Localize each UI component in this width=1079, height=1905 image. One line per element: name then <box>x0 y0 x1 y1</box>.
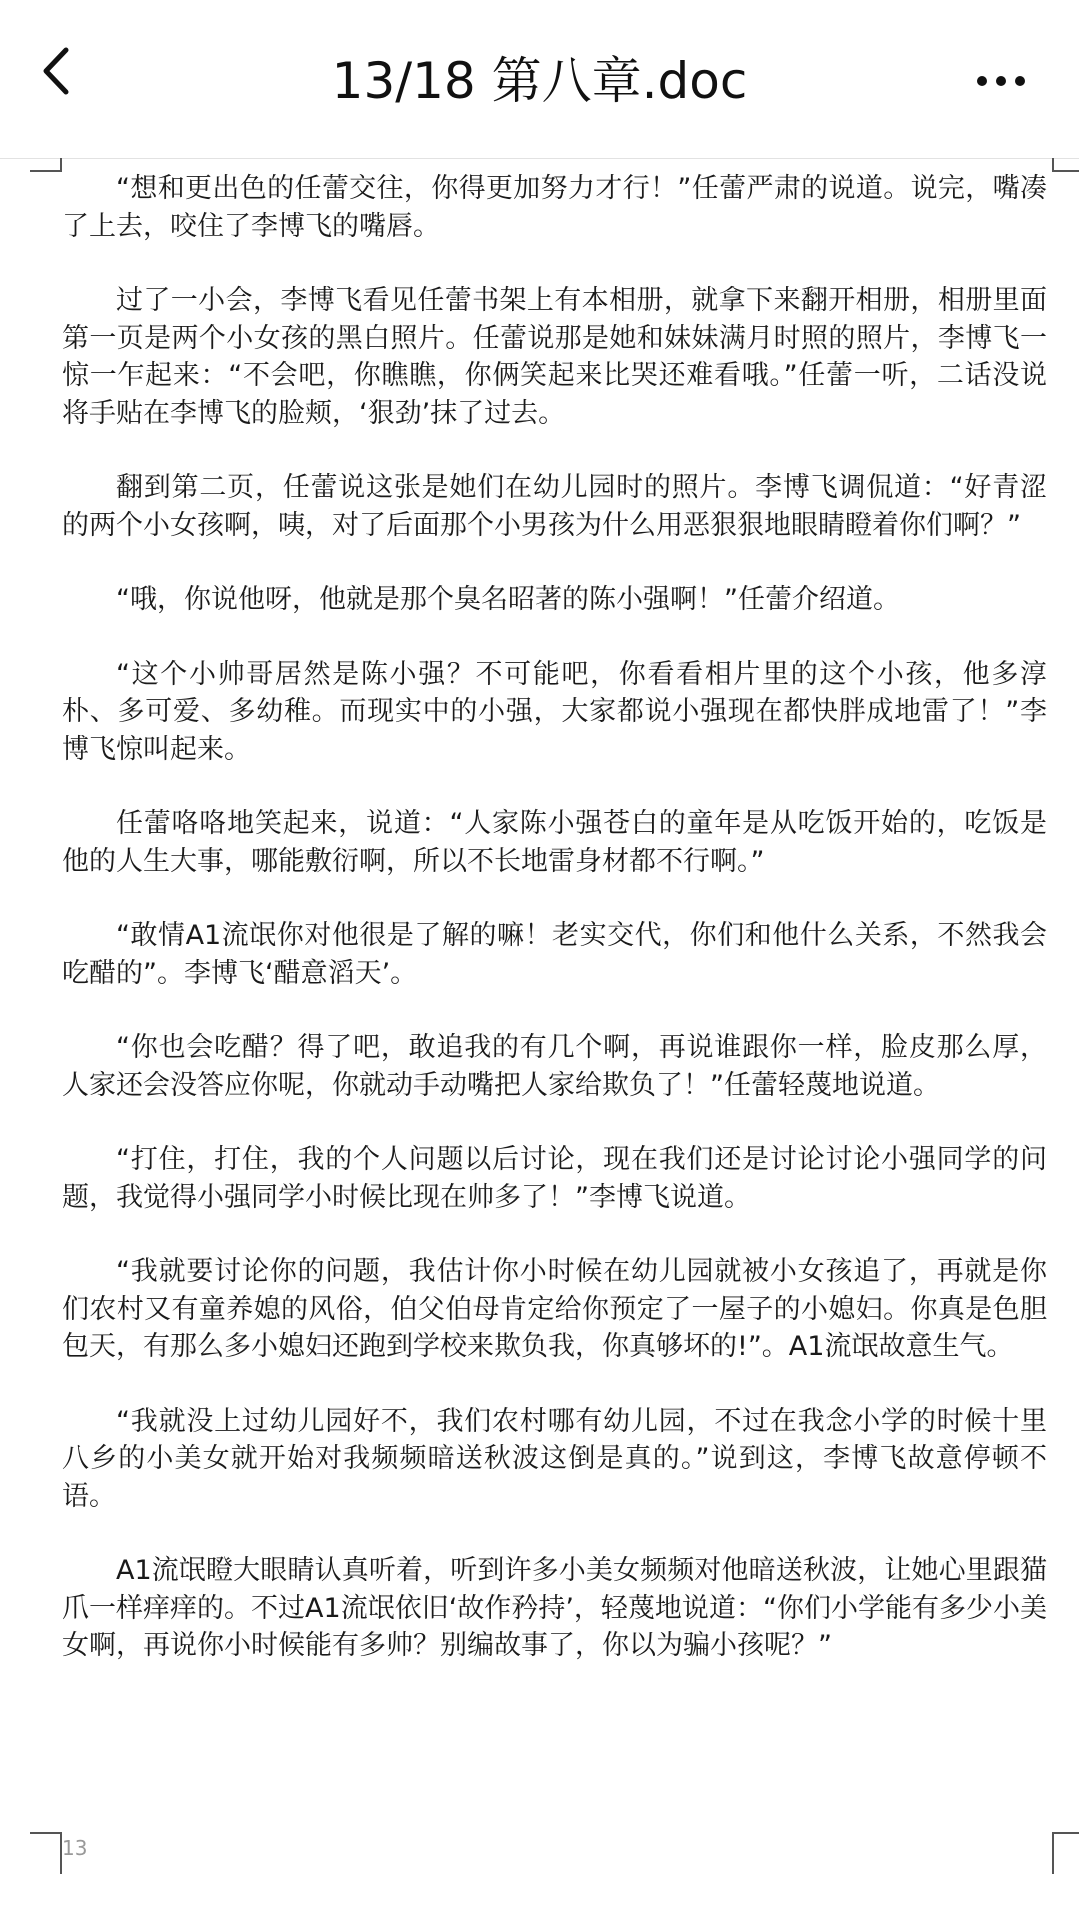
document-title: 13/18 第八章.doc <box>331 52 748 110</box>
paragraph: “我就没上过幼儿园好不，我们农村哪有幼儿园，不过在我念小学的时候十里八乡的小美女就开始对我频频暗送秋波这倒是真的。”说到这，李博飞故意停顿不语。 <box>62 1405 1047 1512</box>
page-corner-top-right <box>1052 158 1079 172</box>
more-options-button[interactable] <box>976 66 1046 96</box>
page-corner-bottom-right <box>1052 1832 1079 1874</box>
page-corner-top-left <box>30 158 62 172</box>
paragraph: A1流氓瞪大眼睛认真听着，听到许多小美女频频对他暗送秋波，让她心里跟猫爪一样痒痒的。不过A1流氓依旧‘故作矜持’，轻蔑地说道：“你们小学能有多少小美女啊，再说你小时候能有多帅？别编故事了，你以为骗小孩呢？” <box>62 1555 1047 1661</box>
top-bar <box>0 0 1079 159</box>
paragraph: 任蕾咯咯地笑起来，说道：“人家陈小强苍白的童年是从吃饭开始的，吃饭是他的人生大事，哪能敷衍啊，所以不长地雷身材都不行啊。” <box>62 808 1047 877</box>
paragraph: 过了一小会，李博飞看见任蕾书架上有本相册，就拿下来翻开相册，相册里面第一页是两个小女孩的黑白照片。任蕾说那是她和妹妹满月时照的照片，李博飞一惊一乍起来：“不会吧，你瞧瞧，你俩笑起来比哭还难看哦。”任蕾一听，二话没说将手贴在李博飞的脸颊，‘狠劲’抹了过去。 <box>62 285 1047 429</box>
chevron-left-icon <box>40 46 100 116</box>
ellipsis-icon <box>976 66 1046 96</box>
paragraph: “想和更出色的任蕾交往，你得更加努力才行！”任蕾严肃的说道。说完，嘴凑了上去，咬住了李博飞的嘴唇。 <box>62 173 1047 242</box>
back-button[interactable] <box>40 46 100 116</box>
paragraph: “我就要讨论你的问题，我估计你小时候在幼儿园就被小女孩追了，再就是你们农村又有童养媳的风俗，伯父伯母肯定给你预定了一屋子的小媳妇。你真是色胆包天，有那么多小媳妇还跑到学校来欺负我，你真够坏的!”。A1流氓故意生气。 <box>62 1256 1047 1362</box>
paragraph: “打住，打住，我的个人问题以后讨论，现在我们还是讨论讨论小强同学的问题，我觉得小强同学小时候比现在帅多了！”李博飞说道。 <box>62 1144 1047 1213</box>
paragraph: 翻到第二页，任蕾说这张是她们在幼儿园时的照片。李博飞调侃道：“好青涩的两个小女孩啊，咦，对了后面那个小男孩为什么用恶狠狠地眼睛瞪着你们啊？” <box>62 472 1047 541</box>
document-page[interactable] <box>62 170 1047 1702</box>
paragraph: “敢情A1流氓你对他很是了解的嘛！老实交代，你们和他什么关系，不然我会吃醋的”。李博飞‘醋意滔天’。 <box>62 920 1047 989</box>
page-corner-bottom-left <box>30 1832 62 1874</box>
page-number: 13 <box>62 1836 88 1860</box>
paragraph: “哦，你说他呀，他就是那个臭名昭著的陈小强啊！”任蕾介绍道。 <box>116 584 900 615</box>
paragraph: “你也会吃醋？得了吧，敢追我的有几个啊，再说谁跟你一样，脸皮那么厚，人家还会没答应你呢，你就动手动嘴把人家给欺负了！”任蕾轻蔑地说道。 <box>62 1032 1047 1101</box>
paragraph: “这个小帅哥居然是陈小强？不可能吧，你看看相片里的这个小孩，他多淳朴、多可爱、多幼稚。而现实中的小强，大家都说小强现在都快胖成地雷了！”李博飞惊叫起来。 <box>62 658 1047 765</box>
